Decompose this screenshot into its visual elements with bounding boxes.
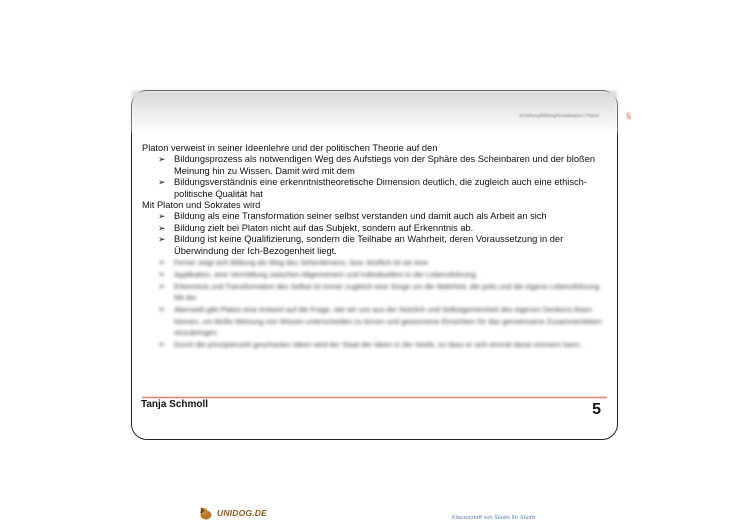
footer-tagline: Klausurstoff von Studis für Studis <box>452 515 536 521</box>
logo-text: UNIDOG.DE <box>217 508 267 518</box>
intro-text-1: Platon verweist in seiner Ideenlehre und der politischen Theorie auf den <box>142 143 438 153</box>
bullet-item: ➢ Applikation, eine Vermittlung zwischen Allgemeinem und Individuellem in der Lebensführung. <box>158 268 478 279</box>
arrow-bullet-icon: ➢ <box>158 222 166 233</box>
bullet-item: ➢ Ferner zeigt sich Bildung als Weg des Sehenlernens, bzw. letztlich ist sie eine <box>158 257 429 268</box>
breadcrumb: Erziehung/Bildung/Sozialisation | Platon <box>519 113 599 118</box>
slide-header-band <box>132 91 617 133</box>
bullet-item: ➢ Bildungsprozess als notwendigen Weg des Aufstiegs von der Sphäre des Scheinbaren und der bloßen Meinung hin zu Wissen. Damit wird mit dem <box>158 154 596 176</box>
blurred-preview-section <box>142 257 607 350</box>
intro-text-2: Mit Platon und Sokrates wird <box>142 200 261 211</box>
unidog-logo[interactable] <box>198 505 267 521</box>
arrow-bullet-icon: ➢ <box>158 257 166 268</box>
arrow-bullet-icon: ➢ <box>158 234 166 245</box>
arrow-bullet-icon: ➢ <box>158 211 166 222</box>
slide-frame <box>131 90 631 440</box>
arrow-bullet-icon: ➢ <box>158 338 166 349</box>
dog-icon <box>198 505 214 521</box>
header-page-mark: 5 <box>626 112 631 121</box>
arrow-bullet-icon: ➢ <box>158 304 166 315</box>
arrow-bullet-icon: ➢ <box>158 177 166 188</box>
bullet-item: ➢ Bildung zielt bei Platon nicht auf das Subjekt, sondern auf Erkenntnis ab. <box>158 222 474 233</box>
slide-content <box>142 143 607 351</box>
author-name: Tanja Schmoll <box>141 399 209 410</box>
arrow-bullet-icon: ➢ <box>158 280 166 291</box>
page-number: 5 <box>592 401 601 418</box>
bullet-item: ➢ Erkenntnis und Transformation des Selbst ist immer zugleich eine Sorge um die Wahrheit, die polis und die eigene Lebensführung. Mit der <box>158 280 601 303</box>
bullet-item: ➢ Bildung ist keine Qualifizierung, sondern die Teilhabe an Wahrheit, deren Voraussetzung in der Überwindung der Ich-Bezogenheit liegt. <box>158 234 564 256</box>
bullet-item: ➢ Abenwelt gibt Platon eine Antwort auf die Frage, wie wir uns aus der Nützlich und Selbstgemeinheit des eigenen Denkens lösen können, um bloße Meinung von Wissen unterscheiden zu lernen und gewonnene Einsichten für das gemeinsame Zusammenleben einzubringen. <box>158 304 602 337</box>
arrow-bullet-icon: ➢ <box>158 154 166 165</box>
bullet-item: ➢ Bildungsverständnis eine erkenntnistheoretische Dimension deutlich, die zugleich auch eine ethisch-politische Qualität hat <box>158 177 587 199</box>
bullet-item: ➢ Bildung als eine Transformation seiner selbst verstanden und damit auch als Arbeit an sich <box>158 211 547 222</box>
arrow-bullet-icon: ➢ <box>158 268 166 279</box>
footer-divider <box>142 397 607 398</box>
bullet-item: ➢ Durch die prinzipienzeit geschauten Ideen wird der Staat der Ideen in der Seele, so dass er sich einmal daran erinnern kann. <box>158 338 582 349</box>
